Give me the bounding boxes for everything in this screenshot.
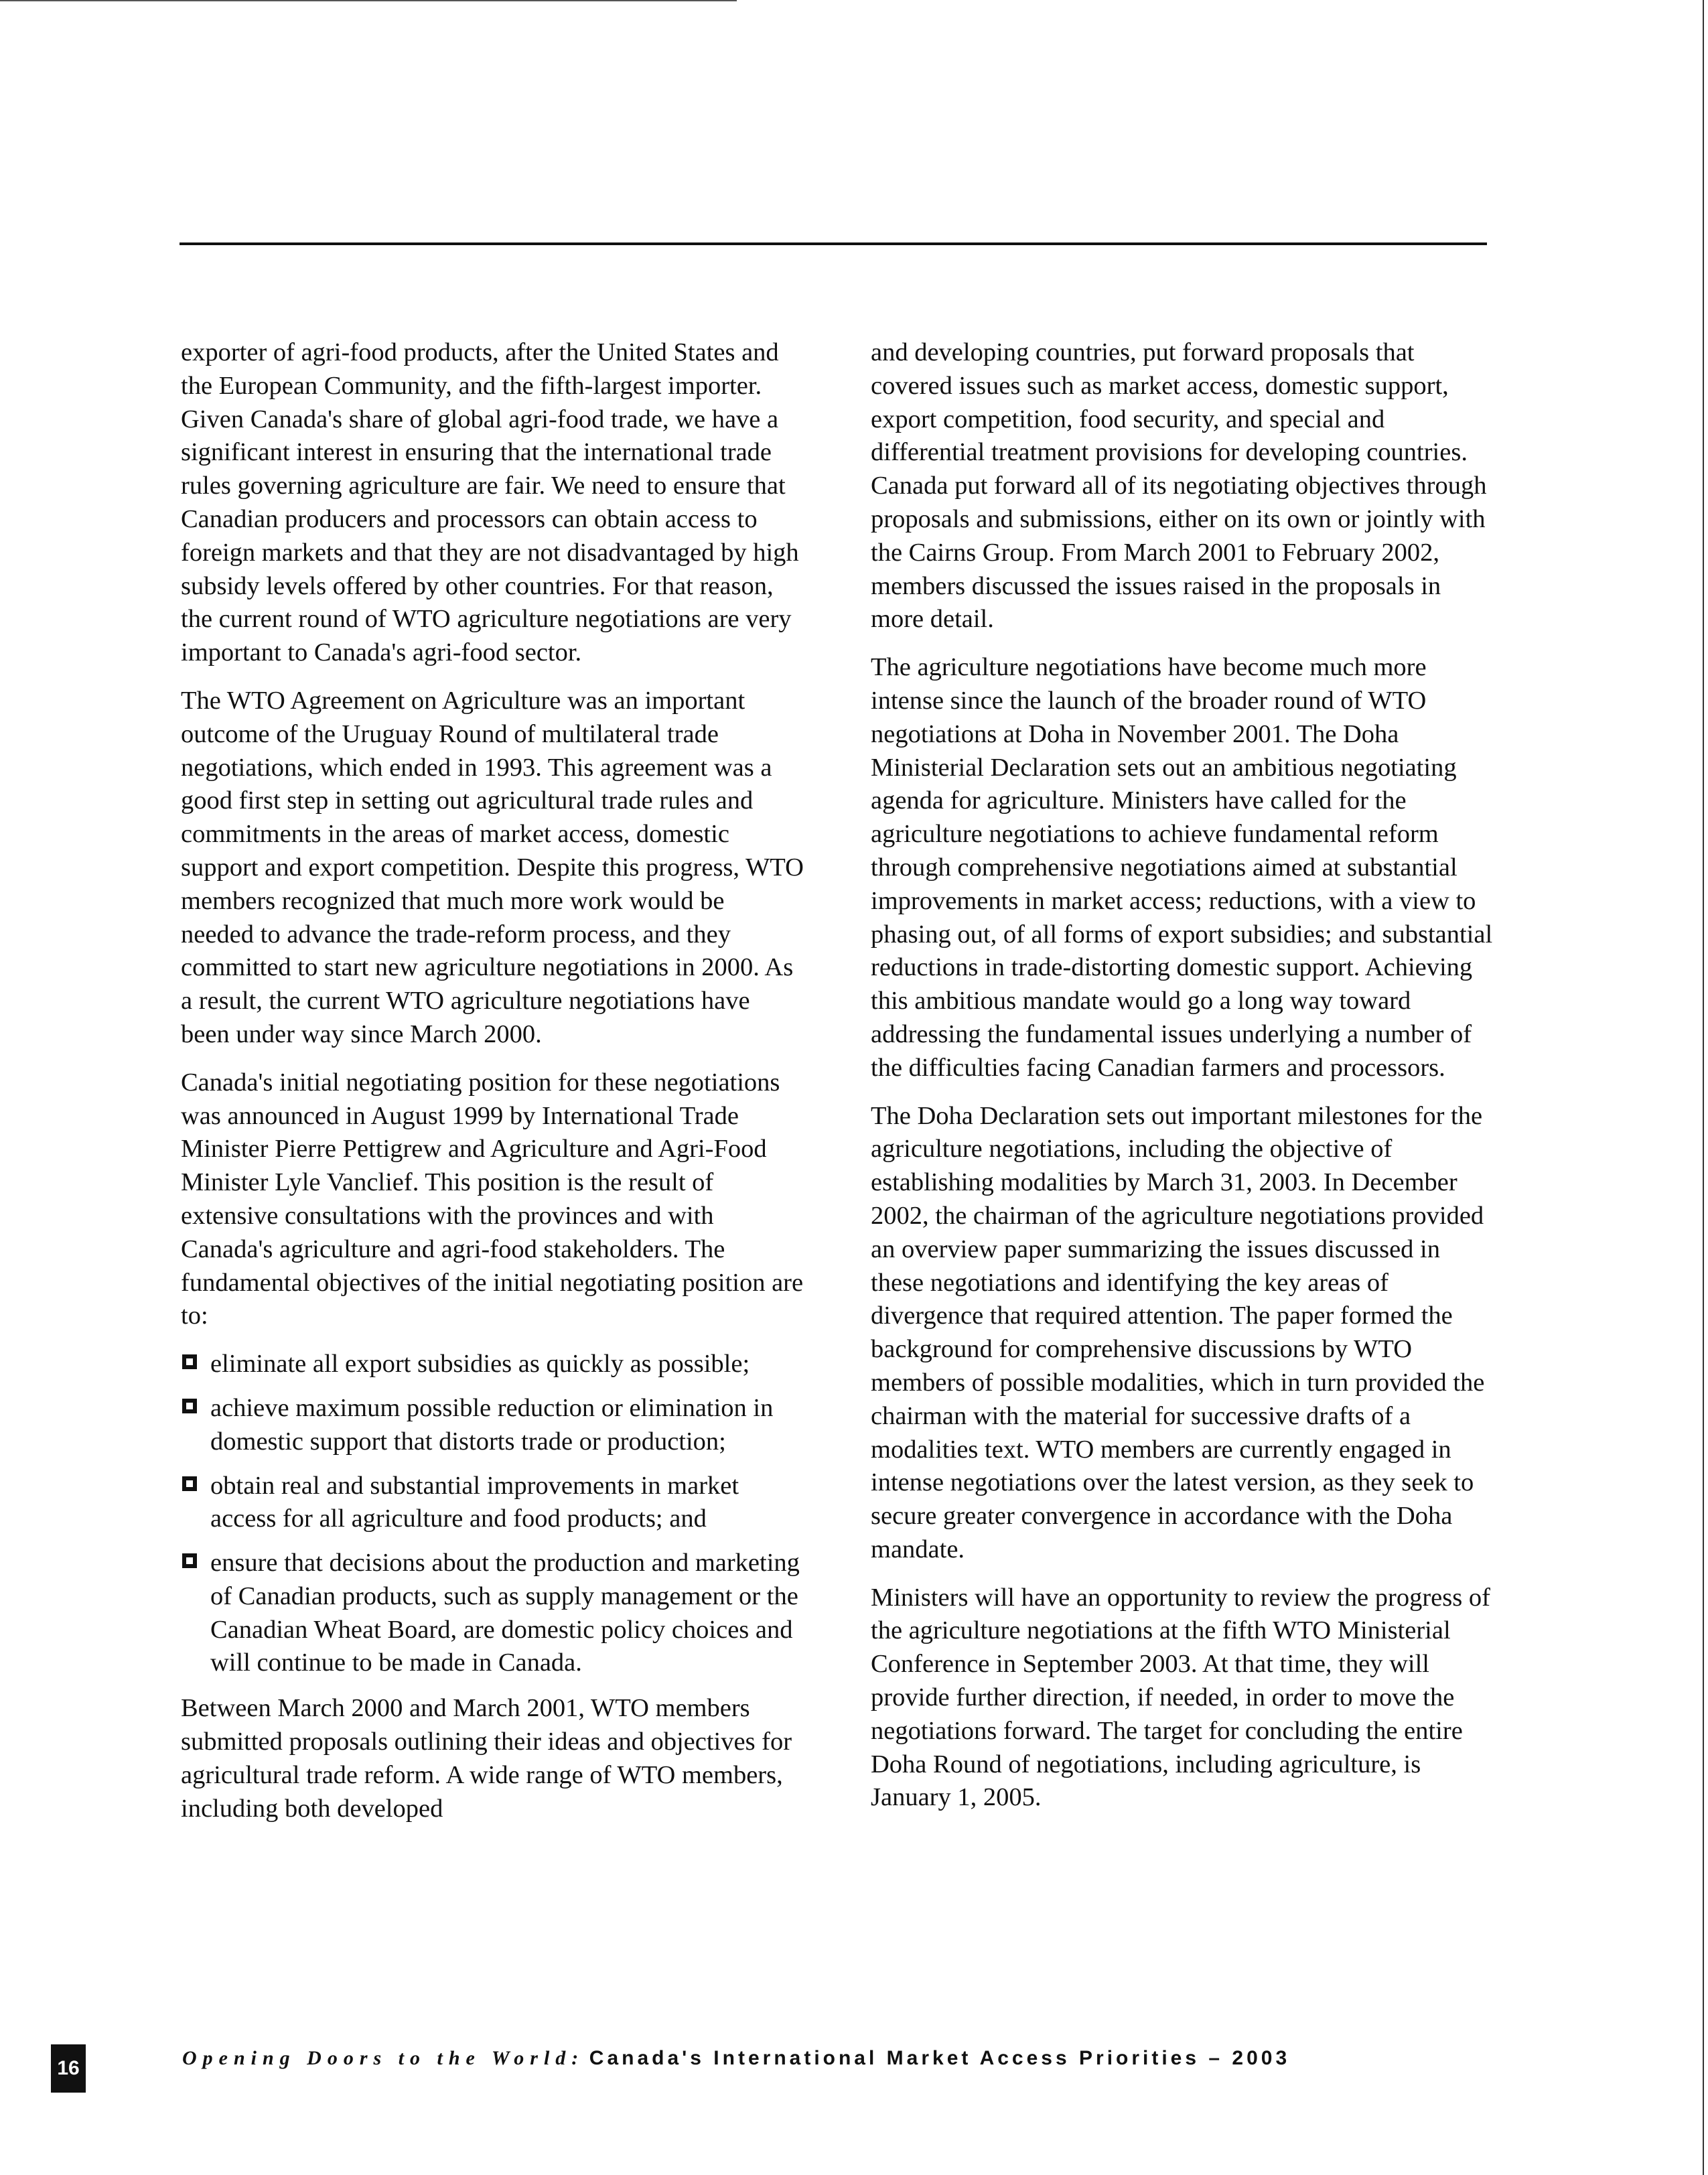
page-top-edge-line <box>0 0 737 1</box>
list-item-text: achieve maximum possible reduction or elimination in domestic support that distorts trade or production; <box>210 1393 774 1456</box>
body-paragraph: Canada's initial negotiating position for these negotiations was announced in August 1999 by International Trade Minister Pierre Pettigrew and Agriculture and Agri-Food Minister Lyle Vanclief. This position is the result of extensive consultations with the provinces and with Canada's agriculture and agri-food stakeholders. The fundamental objectives of the initial negotiating position are to: <box>181 1068 804 1330</box>
square-bullet-icon <box>182 1399 197 1413</box>
right-column <box>871 336 1494 1829</box>
body-paragraph: Ministers will have an opportunity to review the progress of the agriculture negotiations at the fifth WTO Ministerial Conference in September 2003. At that time, they will provide further direction, if needed, in order to move the negotiations forward. The target for concluding the entire Doha Round of negotiations, including agriculture, is January 1, 2005. <box>871 1583 1490 1812</box>
left-column <box>181 336 804 1840</box>
list-item <box>181 1392 804 1459</box>
footer-title-italic: Opening Doors to the World: <box>182 2047 585 2069</box>
square-bullet-icon <box>182 1553 197 1568</box>
body-paragraph: exporter of agri-food products, after the United States and the European Community, and the fifth-largest importer. Given Canada's share of global agri-food trade, we have a significant interest in ensuring that the international trade rules governing agriculture are fair. We need to ensure that Canadian producers and processors can obtain access to foreign markets and that they are not disadvantaged by high subsidy levels offered by other countries. For that reason, the current round of WTO agriculture negotiations are very important to Canada's agri-food sector. <box>181 338 799 667</box>
body-paragraph: and developing countries, put forward proposals that covered issues such as market access, domestic support, export competition, food security, and special and differential treatment provisions for developing countries. Canada put forward all of its negotiating objectives through proposals and submissions, either on its own or jointly with the Cairns Group. From March 2001 to February 2002, members discussed the issues raised in the proposals in more detail. <box>871 338 1487 634</box>
footer-title-rest: Canada's International Market Access Priorities – 2003 <box>589 2047 1291 2069</box>
header-rule <box>180 242 1487 245</box>
body-paragraph: The Doha Declaration sets out important milestones for the agriculture negotiations, including the objective of establishing modalities by March 31, 2003. In December 2002, the chairman of the agriculture negotiations provided an overview paper summarizing the issues discussed in these negotiations and identifying the key areas of divergence that required attention. The paper formed the background for comprehensive discussions by WTO members of possible modalities, which in turn provided the chairman with the material for successive drafts of a modalities text. WTO members are currently engaged in intense negotiations over the latest version, as they seek to secure greater convergence in accordance with the Doha mandate. <box>871 1101 1485 1563</box>
body-paragraph: Between March 2000 and March 2001, WTO members submitted proposals outlining their ideas and objectives for agricultural trade reform. A wide range of WTO members, including both developed <box>181 1694 792 1823</box>
list-item-text: eliminate all export subsidies as quickly as possible; <box>210 1350 750 1379</box>
running-footer <box>182 2047 1290 2070</box>
list-item-text: ensure that decisions about the production and marketing of Canadian products, such as supply management or the Canadian Wheat Board, are domestic policy choices and will continue to be made in Canada. <box>210 1549 800 1677</box>
body-paragraph: The WTO Agreement on Agriculture was an important outcome of the Uruguay Round of multilateral trade negotiations, which ended in 1993. This agreement was a good first step in setting out agricultural trade rules and commitments in the areas of market access, domestic support and export competition. Despite this progress, WTO members recognized that much more work would be needed to advance the trade-reform process, and they committed to start new agriculture negotiations in 2000. As a result, the current WTO agriculture negotiations have been under way since March 2000. <box>181 686 804 1048</box>
square-bullet-icon <box>182 1476 197 1491</box>
page-right-edge-line <box>1703 0 1704 2175</box>
list-item <box>181 1348 804 1381</box>
square-bullet-icon <box>182 1354 197 1369</box>
body-paragraph: The agriculture negotiations have become much more intense since the launch of the broader round of WTO negotiations at Doha in November 2001. The Doha Ministerial Declaration sets out an ambitious negotiating agenda for agriculture. Ministers have called for the agriculture negotiations to achieve fundamental reform through comprehensive negotiations aimed at substantial improvements in market access; reductions, with a view to phasing out, of all forms of export subsidies; and substantial reductions in trade-distorting domestic support. Achieving this ambitious mandate would go a long way toward addressing the fundamental issues underlying a number of the difficulties facing Canadian farmers and processors. <box>871 653 1493 1082</box>
list-item-text: obtain real and substantial improvements in market access for all agriculture and food products; and <box>210 1471 739 1533</box>
page-number: 16 <box>51 2044 86 2093</box>
objectives-list <box>181 1348 804 1680</box>
list-item <box>181 1547 804 1680</box>
list-item <box>181 1470 804 1537</box>
